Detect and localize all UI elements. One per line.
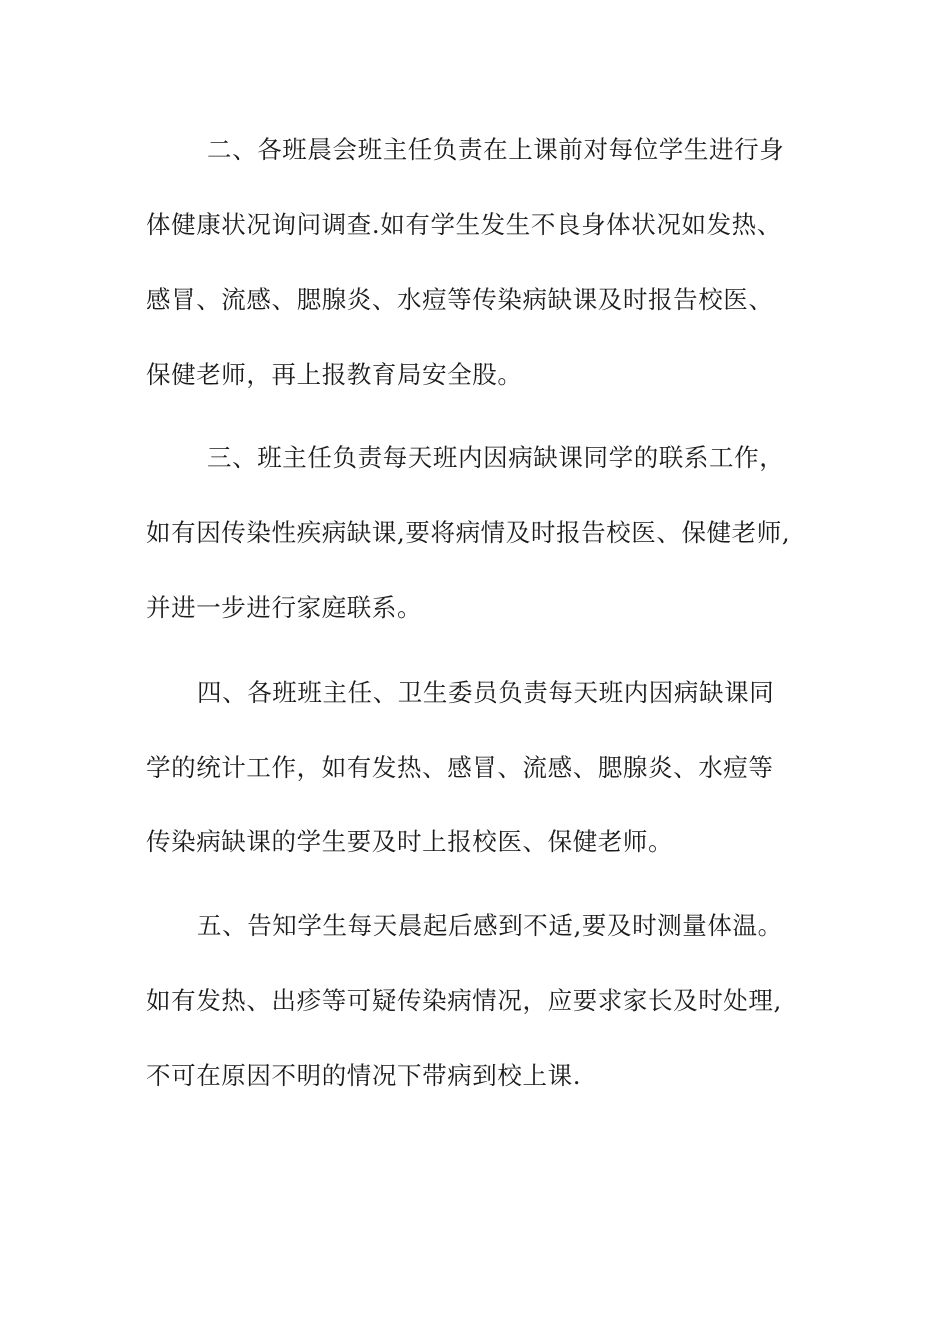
paragraph-4-line-1: 四、各班班主任、卫生委员负责每天班内因病缺课同 [197, 678, 775, 707]
paragraph-2-line-2: 体健康状况询问调查.如有学生发生不良身体状况如发热、 [146, 210, 782, 239]
paragraph-5-line-2: 如有发热、出疹等可疑传染病情况，应要求家长及时处理, [146, 986, 782, 1015]
paragraph-3-line-3: 并进一步进行家庭联系。 [146, 593, 423, 622]
paragraph-2-line-1: 二、各班晨会班主任负责在上课前对每位学生进行身 [207, 135, 785, 164]
paragraph-4-line-3: 传染病缺课的学生要及时上报校医、保健老师。 [146, 827, 674, 856]
paragraph-3-line-2: 如有因传染性疾病缺课,要将病情及时报告校医、保健老师, [146, 518, 791, 547]
paragraph-4-line-2: 学的统计工作，如有发热、感冒、流感、腮腺炎、水痘等 [146, 753, 774, 782]
paragraph-3-line-1: 三、班主任负责每天班内因病缺课同学的联系工作， [207, 443, 785, 472]
paragraph-5-line-1: 五、告知学生每天晨起后感到不适,要及时测量体温。 [197, 911, 783, 940]
paragraph-2-line-3: 感冒、流感、腮腺炎、水痘等传染病缺课及时报告校医、 [146, 285, 774, 314]
paragraph-2-line-4: 保健老师，再上报教育局安全股。 [146, 360, 523, 389]
paragraph-5-line-3: 不可在原因不明的情况下带病到校上课. [146, 1061, 582, 1090]
